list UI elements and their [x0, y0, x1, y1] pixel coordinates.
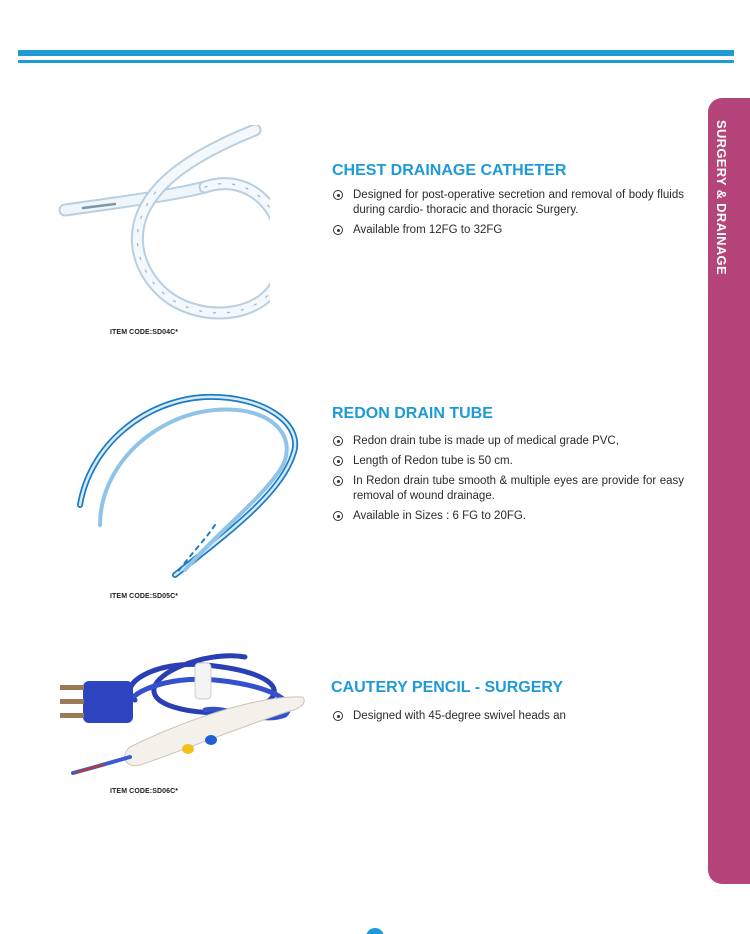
feature-text: Redon drain tube is made up of medical grade PVC, — [353, 435, 619, 447]
item-code: ITEM CODE:SD06C* — [110, 788, 179, 795]
product-title: REDON DRAIN TUBE — [332, 405, 493, 422]
item-code: ITEM CODE:SD05C* — [110, 593, 179, 600]
feature-text: In Redon drain tube smooth & multiple eyes are provide for easy removal of wound drainage. — [353, 475, 684, 502]
feature-list — [332, 188, 684, 243]
cautery-pencil-image — [45, 645, 315, 785]
item-code: ITEM CODE:SD04C* — [110, 329, 179, 336]
feature-item — [332, 188, 684, 218]
bullet-icon — [333, 476, 343, 486]
cut-button — [182, 744, 194, 754]
category-tab-label: SURGERY & DRAINAGE — [714, 120, 729, 275]
feature-item — [332, 223, 684, 238]
bullet-icon — [333, 436, 343, 446]
coag-button — [205, 735, 217, 745]
page-marker — [366, 928, 384, 934]
feature-text: Designed with 45-degree swivel heads an — [353, 710, 566, 722]
bullet-icon — [333, 456, 343, 466]
feature-item — [332, 454, 684, 469]
feature-text: Available in Sizes : 6 FG to 20FG. — [353, 510, 527, 522]
feature-list — [332, 434, 684, 529]
product-title: CHEST DRAINAGE CATHETER — [332, 162, 567, 179]
feature-text: Designed for post-operative secretion and removal of body fluids during cardio- thoracic and thoracic Surgery. — [353, 189, 684, 216]
feature-text: Available from 12FG to 32FG — [353, 224, 503, 236]
header-rule-thick — [18, 50, 734, 56]
bullet-icon — [333, 190, 343, 200]
feature-item — [332, 474, 684, 504]
feature-item — [332, 434, 684, 449]
chest-drainage-catheter-image — [55, 125, 270, 325]
cable-clip — [195, 663, 211, 699]
bullet-icon — [333, 511, 343, 521]
plug-body — [83, 681, 133, 723]
header-rule-thin — [18, 60, 734, 63]
feature-text: Length of Redon tube is 50 cm. — [353, 455, 513, 467]
feature-list — [332, 709, 684, 729]
feature-item — [332, 509, 684, 524]
bullet-icon — [333, 225, 343, 235]
product-title: CAUTERY PENCIL - SURGERY — [331, 679, 564, 696]
bullet-icon — [333, 711, 343, 721]
feature-item — [332, 709, 684, 724]
redon-drain-tube-image — [65, 385, 315, 585]
